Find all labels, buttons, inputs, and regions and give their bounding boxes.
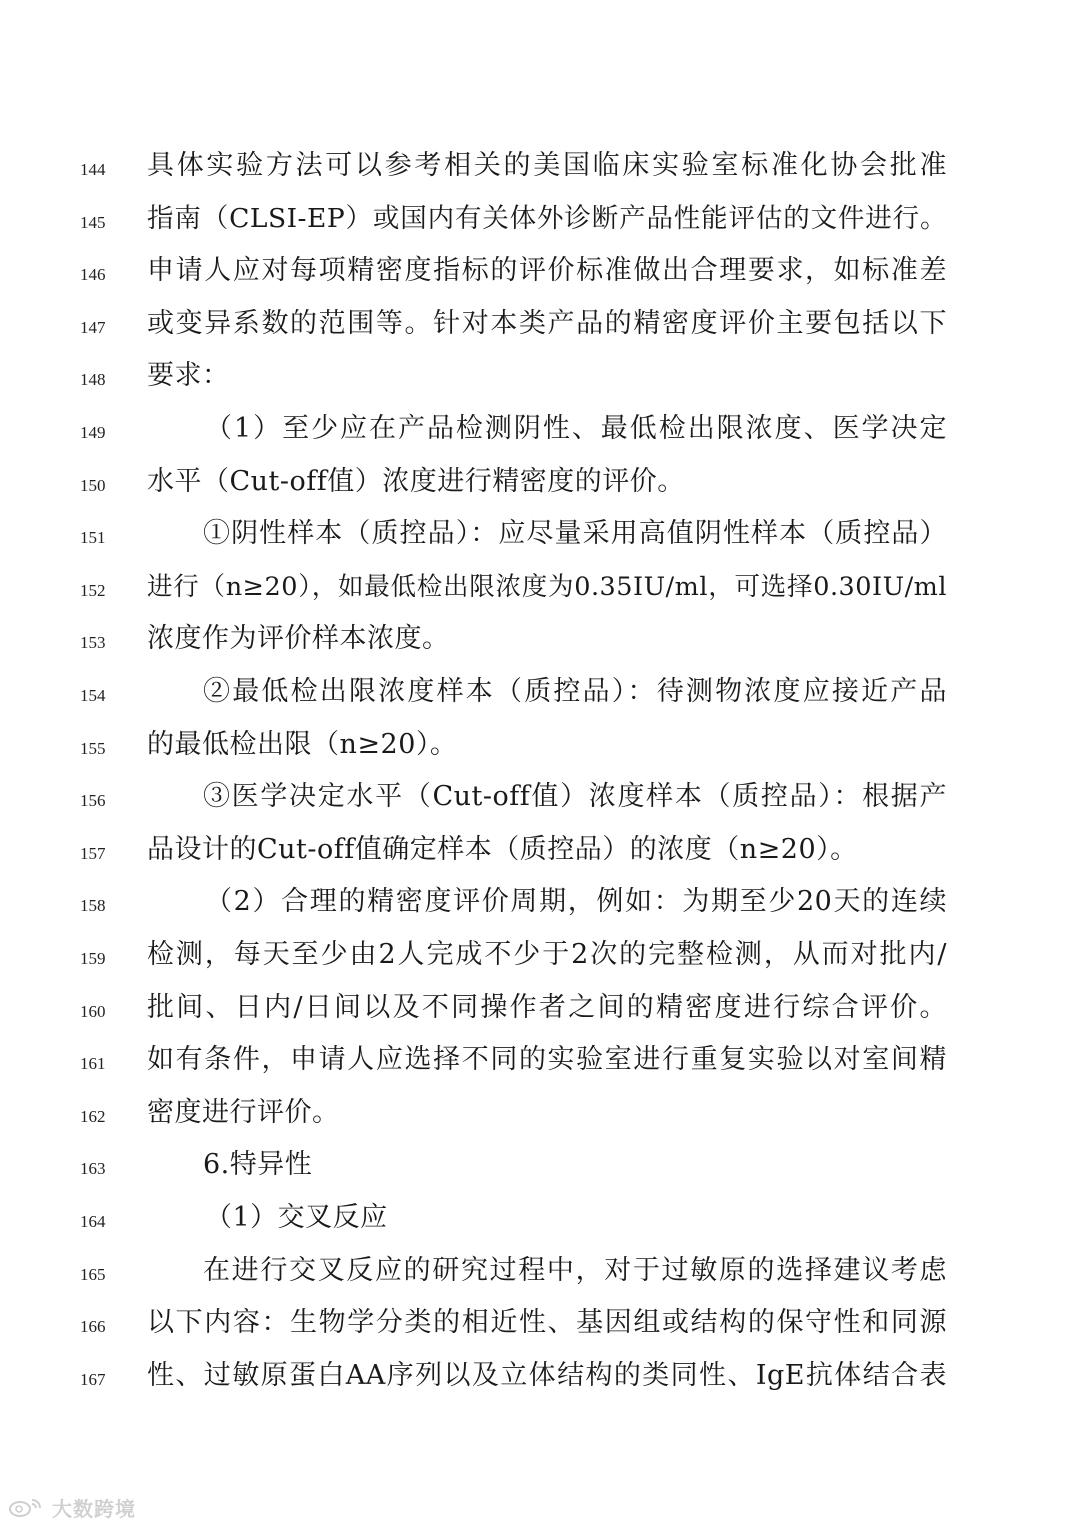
line-number: 163 xyxy=(80,1159,106,1179)
line-text: 进行（n≥20），如最低检出限浓度为0.35IU/ml，可选择0.30IU/ml xyxy=(147,571,947,602)
line-text: 在进行交叉反应的研究过程中，对于过敏原的选择建议考虑 xyxy=(203,1254,947,1286)
line-text: 以下内容：生物学分类的相近性、基因组或结构的保守性和同源 xyxy=(147,1307,947,1339)
line-number: 144 xyxy=(80,160,106,179)
numbered-line xyxy=(0,935,1080,975)
line-number: 159 xyxy=(80,949,106,968)
line-text: 指南（CLSI-EP）或国内有关体外诊断产品性能评估的文件进行。 xyxy=(147,202,947,234)
line-text: 批间、日内/日间以及不同操作者之间的精密度进行综合评价。 xyxy=(147,991,947,1023)
line-text: 密度进行评价。 xyxy=(147,1096,340,1128)
numbered-line xyxy=(0,146,1080,186)
line-number: 166 xyxy=(80,1317,106,1337)
weibo-logo-icon xyxy=(8,1496,46,1518)
watermark xyxy=(8,1492,136,1522)
numbered-line xyxy=(0,672,1080,712)
numbered-line xyxy=(0,567,1080,607)
line-number: 151 xyxy=(80,528,106,548)
numbered-line xyxy=(0,1040,1080,1080)
numbered-line xyxy=(0,1198,1080,1238)
numbered-line xyxy=(0,251,1080,291)
line-text: 或变异系数的范围等。针对本类产品的精密度评价主要包括以下 xyxy=(147,307,947,339)
line-number: 165 xyxy=(80,1264,106,1284)
numbered-line xyxy=(0,409,1080,449)
numbered-line xyxy=(0,1251,1080,1291)
line-number: 148 xyxy=(80,370,106,390)
line-text: （1）交叉反应 xyxy=(205,1202,388,1233)
line-text: ②最低检出限浓度样本（质控品）：待测物浓度应接近产品 xyxy=(203,676,947,707)
line-number: 150 xyxy=(80,475,106,495)
line-number: 147 xyxy=(80,317,106,337)
line-number: 157 xyxy=(80,843,106,863)
numbered-line xyxy=(0,830,1080,870)
numbered-line xyxy=(0,199,1080,239)
numbered-line xyxy=(0,619,1080,659)
line-number: 164 xyxy=(80,1212,106,1231)
line-number: 156 xyxy=(80,791,106,811)
line-number: 160 xyxy=(80,1001,106,1021)
numbered-line xyxy=(0,1145,1080,1185)
watermark-text: 大数跨境 xyxy=(52,1496,136,1521)
line-number: 153 xyxy=(80,633,106,653)
line-number: 162 xyxy=(80,1106,106,1126)
numbered-line xyxy=(0,882,1080,922)
line-text: 申请人应对每项精密度指标的评价标准做出合理要求，如标准差 xyxy=(147,255,947,287)
numbered-line xyxy=(0,1303,1080,1343)
line-text: 水平（Cut-off值）浓度进行精密度的评价。 xyxy=(147,465,685,497)
line-text: 检测，每天至少由2人完成不少于2次的完整检测，从而对批内/ xyxy=(147,939,947,970)
line-text: 的最低检出限（n≥20）。 xyxy=(147,728,458,760)
line-number: 152 xyxy=(80,580,106,600)
line-text: 浓度作为评价样本浓度。 xyxy=(147,623,450,655)
line-text: 品设计的Cut-off值确定样本（质控品）的浓度（n≥20）。 xyxy=(147,833,858,865)
line-number: 146 xyxy=(80,265,106,285)
numbered-line xyxy=(0,356,1080,396)
line-text: （2）合理的精密度评价周期，例如：为期至少20天的连续 xyxy=(205,886,947,918)
line-text: （1）至少应在产品检测阴性、最低检出限浓度、医学决定 xyxy=(205,413,947,444)
line-text: ①阴性样本（质控品）：应尽量采用高值阴性样本（质控品） xyxy=(203,518,947,550)
numbered-line xyxy=(0,304,1080,344)
line-number: 161 xyxy=(80,1054,106,1074)
numbered-line xyxy=(0,988,1080,1028)
line-text: ③医学决定水平（Cut-off值）浓度样本（质控品）：根据产 xyxy=(203,781,947,813)
line-text: 6.特异性 xyxy=(203,1149,313,1181)
line-number: 158 xyxy=(80,896,106,916)
line-text: 要求： xyxy=(147,360,230,392)
line-number: 167 xyxy=(80,1369,106,1389)
numbered-line xyxy=(0,462,1080,502)
line-number: 149 xyxy=(80,423,106,442)
line-text: 具体实验方法可以参考相关的美国临床实验室标准化协会批准 xyxy=(147,150,947,181)
line-number: 145 xyxy=(80,212,106,232)
numbered-line xyxy=(0,725,1080,765)
line-number: 154 xyxy=(80,686,106,705)
numbered-line xyxy=(0,1356,1080,1396)
numbered-line xyxy=(0,777,1080,817)
line-number: 155 xyxy=(80,738,106,758)
numbered-line xyxy=(0,1093,1080,1133)
numbered-line xyxy=(0,514,1080,554)
line-text: 性、过敏原蛋白AA序列以及立体结构的类同性、IgE抗体结合表 xyxy=(147,1359,947,1391)
line-text: 如有条件，申请人应选择不同的实验室进行重复实验以对室间精 xyxy=(147,1044,947,1076)
